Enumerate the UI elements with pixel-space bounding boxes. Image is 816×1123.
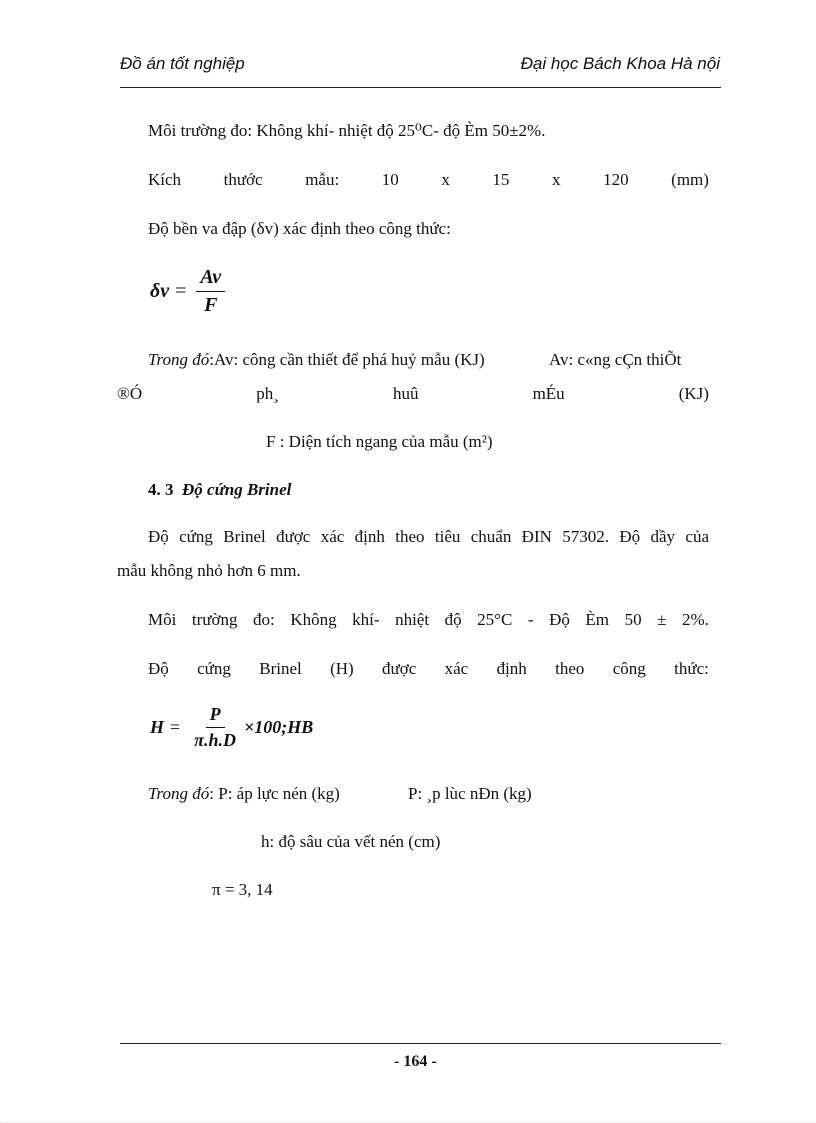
word: 120 <box>603 170 629 189</box>
where-text: : P: áp lực nén (kg) <box>209 784 340 803</box>
fraction-denominator: π.h.D <box>194 730 237 750</box>
word: xác <box>444 659 469 678</box>
word: Brinel <box>259 659 302 678</box>
section-number: 4. 3 <box>148 480 174 499</box>
fraction-numerator: P <box>206 704 225 728</box>
section-title: Độ cứng Brinel <box>182 480 292 499</box>
impact-strength-formula <box>150 266 229 317</box>
brinel-paragraph-line-2: mẫu không nhỏ hơn 6 mm. <box>117 561 301 580</box>
word: Kích <box>148 170 182 189</box>
word: mÉu <box>532 384 565 403</box>
header-rule <box>120 87 721 88</box>
word: Môi <box>148 610 177 629</box>
where-text: :Av: công cần thiết để phá huỷ mẫu (KJ) <box>209 350 485 369</box>
word: ph¸ <box>256 384 279 403</box>
word: Không <box>290 610 337 629</box>
word: công <box>612 659 646 678</box>
word: nhiệt <box>395 610 430 629</box>
word: thước <box>223 170 263 189</box>
word: x <box>441 170 450 189</box>
garbled-text-2: P: ¸p lùc nÐn (kg) <box>408 784 532 803</box>
word: Độ <box>549 610 570 629</box>
section-heading <box>148 480 291 500</box>
word: mẫu: <box>305 170 340 189</box>
word: Độ <box>148 659 169 678</box>
word: độ <box>444 610 462 629</box>
word: đo: <box>253 610 275 629</box>
impact-strength-intro: Độ bền va đập (δv) xác định theo công thức: <box>148 219 451 238</box>
word: huû <box>393 384 419 403</box>
word: ®Ó <box>117 384 143 403</box>
header-right-title: Đại học Bách Khoa Hà nội <box>520 54 720 73</box>
environment-line-2 <box>148 610 709 630</box>
word: x <box>552 170 561 189</box>
word: (H) <box>330 659 354 678</box>
word: khí- <box>352 610 380 629</box>
word: 50 <box>624 610 642 629</box>
word: 15 <box>492 170 510 189</box>
word: ± <box>657 610 667 629</box>
word: - <box>527 610 534 629</box>
area-definition: F : Diện tích ngang của mẫu (m²) <box>266 432 493 451</box>
word: (mm) <box>671 170 709 189</box>
where-label: Trong đó <box>148 350 210 369</box>
brinel-paragraph-line-1: Độ cứng Brinel được xác định theo tiêu chuẩn ĐIN 57302. Độ dầy của <box>148 527 709 546</box>
word: trường <box>191 610 238 629</box>
word: (KJ) <box>678 384 709 403</box>
where-clause-2 <box>148 784 340 804</box>
page-number: - 164 - <box>394 1053 437 1070</box>
formula-lhs: H <box>150 717 165 737</box>
depth-definition: h: độ sâu của vết nén (cm) <box>261 832 441 851</box>
formula-equals: = <box>175 280 187 302</box>
formula-fraction <box>190 704 240 751</box>
formula-fraction <box>196 266 225 317</box>
word: Èm <box>585 610 610 629</box>
brinel-hardness-formula <box>150 704 313 751</box>
formula-equals: = <box>170 717 181 737</box>
word: 2%. <box>682 610 709 629</box>
formula-tail: ×100;HB <box>244 717 314 737</box>
word: thức: <box>674 659 709 678</box>
formula-lhs: δv <box>150 280 170 302</box>
word: 25°C <box>477 610 513 629</box>
header-left-title: Đồ án tốt nghiệp <box>120 54 245 73</box>
where-label: Trong đó <box>148 784 210 803</box>
word: cứng <box>197 659 231 678</box>
footer-rule <box>120 1043 721 1044</box>
fraction-numerator: Av <box>196 266 225 292</box>
word: theo <box>555 659 585 678</box>
word: định <box>496 659 527 678</box>
fraction-denominator: F <box>204 294 218 316</box>
word: được <box>382 659 417 678</box>
hardness-formula-intro <box>148 659 709 679</box>
pi-definition: π = 3, 14 <box>212 880 273 899</box>
garbled-text-1: Av: c«ng cÇn thiÕt <box>549 350 682 369</box>
word: 10 <box>381 170 399 189</box>
where-clause-1 <box>148 350 485 370</box>
environment-line-1: Môi trường đo: Không khí- nhiệt độ 25⁰C- độ Èm 50±2%. <box>148 121 546 140</box>
garbled-line-2 <box>117 384 709 404</box>
sample-size-line <box>148 170 709 190</box>
